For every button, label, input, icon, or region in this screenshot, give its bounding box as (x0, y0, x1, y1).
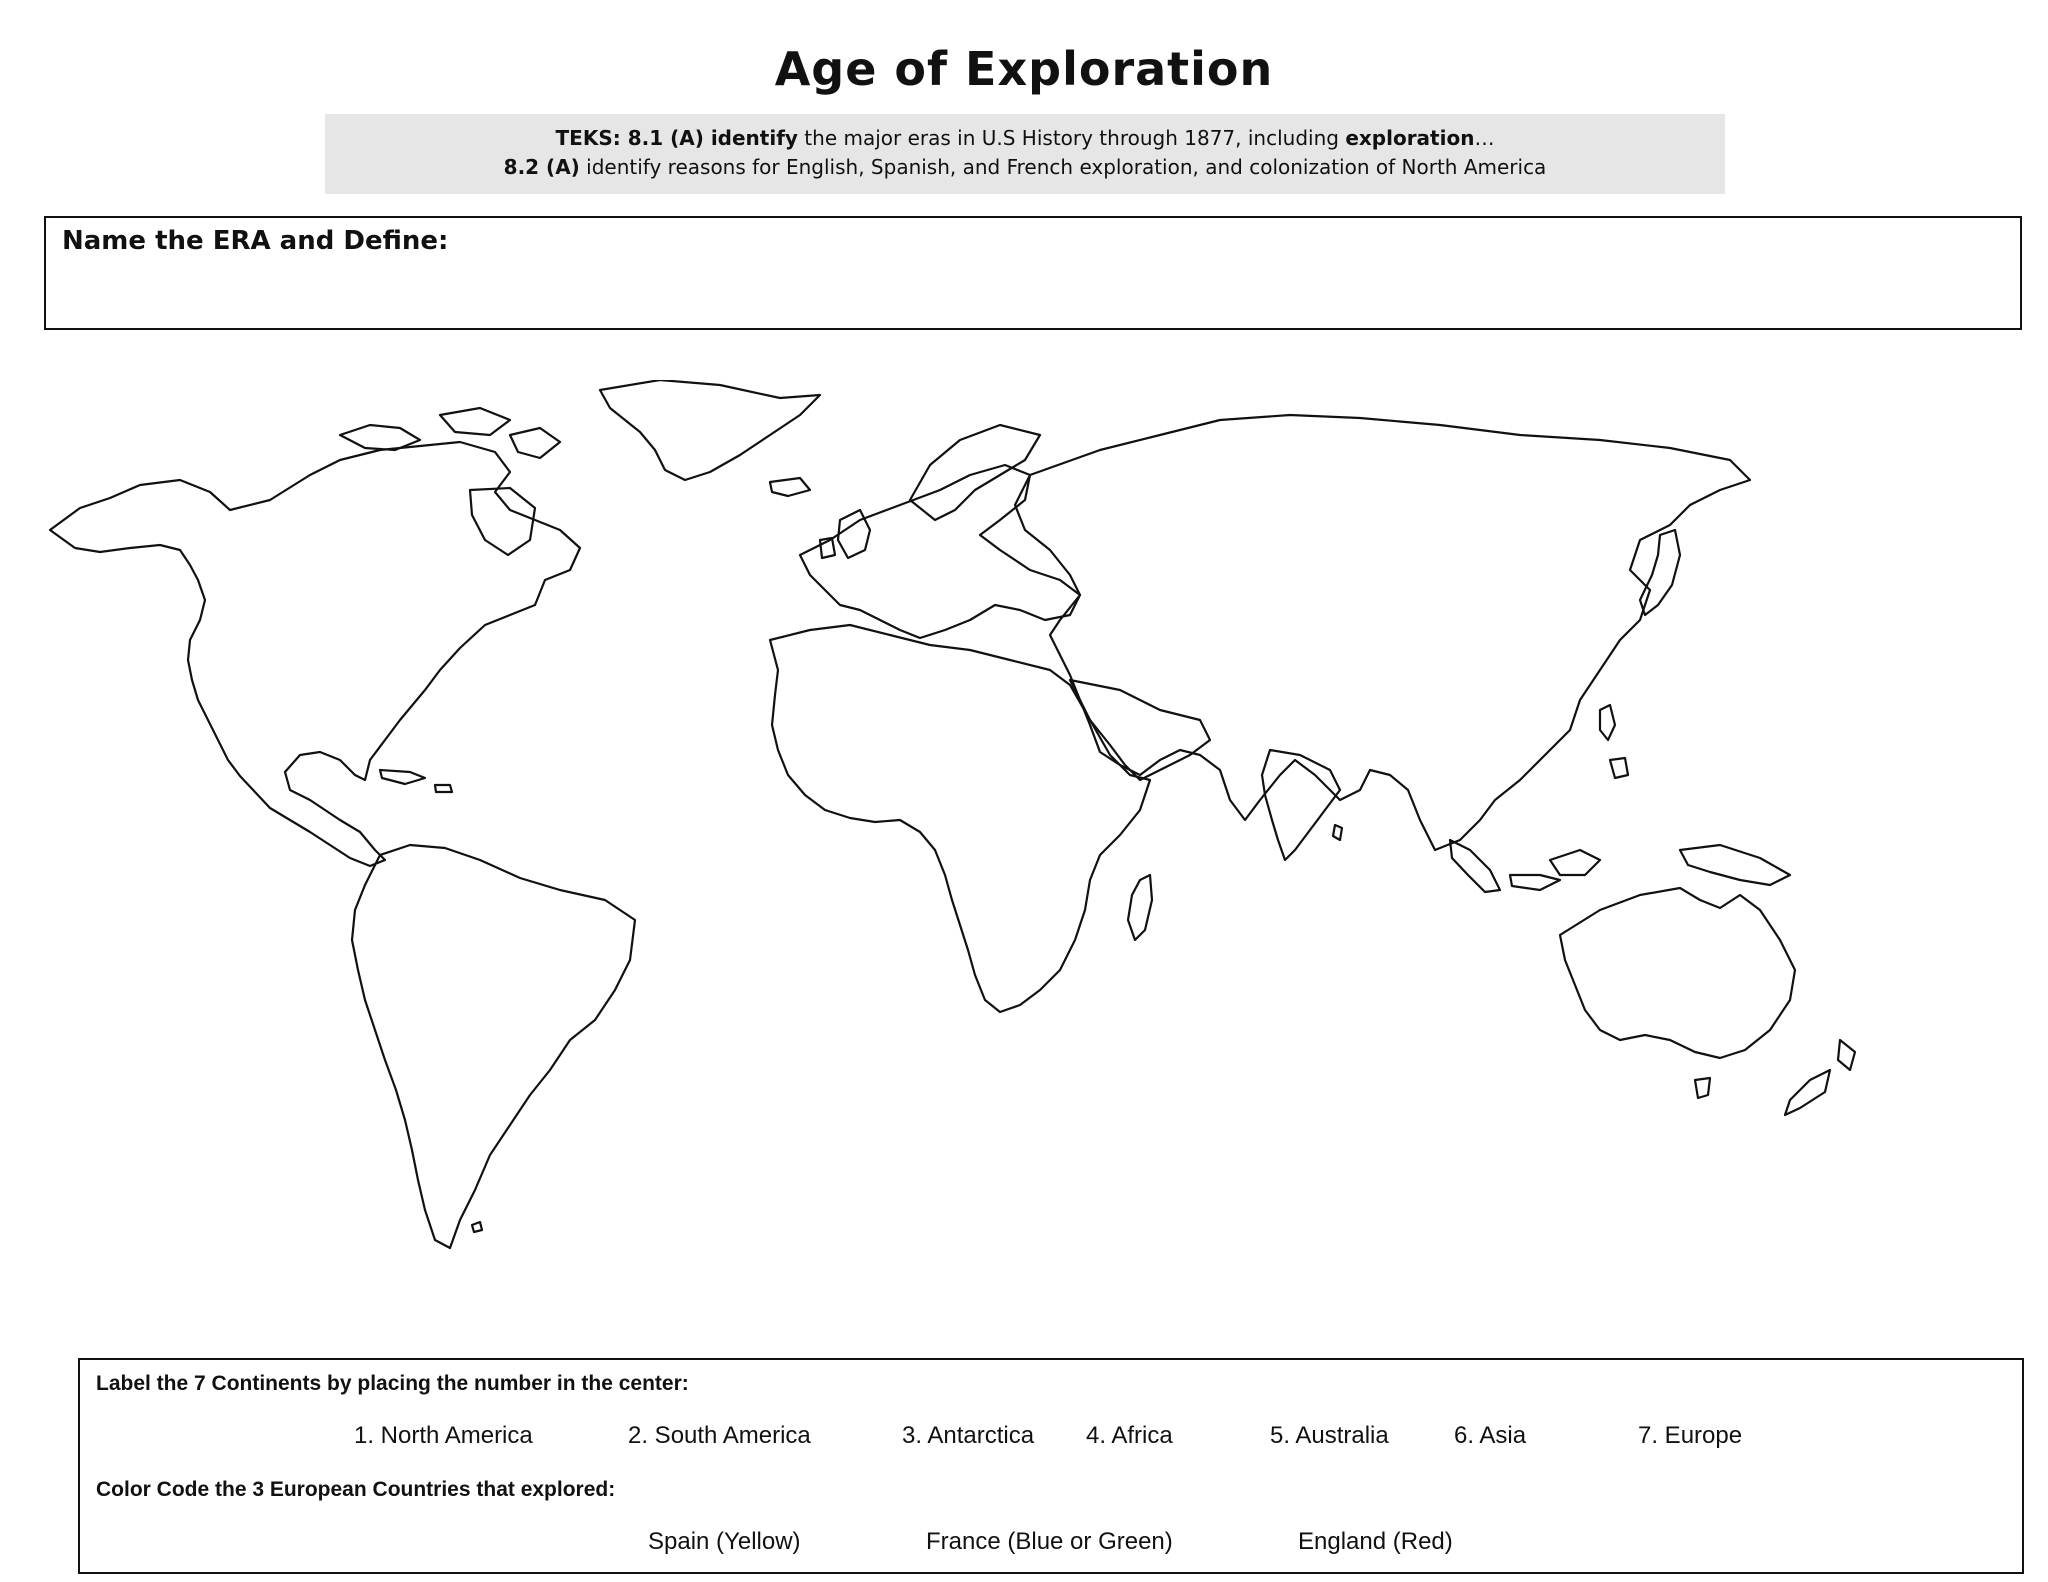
page-title: Age of Exploration (774, 42, 1274, 96)
continent-item-south-america: 2. South America (628, 1422, 811, 1449)
teks-line1-ellipsis: … (1474, 126, 1495, 150)
indonesia-outline (1450, 840, 1600, 892)
era-answer-box[interactable] (44, 216, 2022, 330)
south-america-outline (352, 845, 635, 1248)
iceland-outline (770, 478, 810, 496)
era-prompt-label: Name the ERA and Define: (62, 226, 449, 256)
teks-line1-keyword: exploration (1345, 126, 1475, 150)
caribbean-islands-outline (380, 770, 452, 792)
continent-item-north-america: 1. North America (354, 1422, 533, 1449)
country-item-england: England (Red) (1298, 1528, 1453, 1555)
british-isles-outline (820, 510, 870, 558)
continent-item-australia: 5. Australia (1270, 1422, 1389, 1449)
falklands-outline (472, 1222, 482, 1232)
new-guinea-outline (1680, 845, 1790, 885)
madagascar-outline (1128, 875, 1152, 940)
europe-outline (800, 465, 1080, 638)
teks-line2-text: identify reasons for English, Spanish, and French exploration, and colonization of North America (579, 155, 1547, 179)
teks-standards-box (325, 114, 1725, 194)
world-outline-map (40, 380, 2010, 1270)
africa-outline (770, 625, 1150, 1012)
north-america-outline (50, 442, 580, 866)
philippines-outline (1600, 705, 1628, 778)
world-map-svg (40, 380, 2010, 1270)
hudson-bay-outline (470, 488, 535, 555)
tasmania-outline (1695, 1078, 1710, 1098)
continents-heading: Label the 7 Continents by placing the number in the center: (96, 1372, 689, 1395)
continent-item-europe: 7. Europe (1638, 1422, 1743, 1449)
country-item-spain: Spain (Yellow) (648, 1528, 801, 1555)
australia-outline (1560, 888, 1795, 1058)
teks-line-2 (325, 153, 1725, 182)
sri-lanka-outline (1333, 825, 1342, 840)
continent-item-antarctica: 3. Antarctica (902, 1422, 1035, 1449)
teks-line2-code: 8.2 (A) (503, 155, 580, 179)
countries-heading: Color Code the 3 European Countries that explored: (96, 1478, 616, 1501)
teks-line1-text: the major eras in U.S History through 1877, including (797, 126, 1346, 150)
new-zealand-outline (1785, 1040, 1855, 1115)
teks-line1-code: TEKS: 8.1 (A) identify (555, 126, 798, 150)
continent-item-africa: 4. Africa (1086, 1422, 1173, 1449)
india-outline (1262, 750, 1340, 860)
continent-item-asia: 6. Asia (1454, 1422, 1527, 1449)
greenland-outline (600, 380, 820, 480)
country-item-france: France (Blue or Green) (926, 1528, 1173, 1555)
arctic-islands-outline (340, 408, 560, 458)
asia-outline (1015, 415, 1750, 850)
teks-line-1 (325, 124, 1725, 153)
instructions-box (78, 1358, 2024, 1574)
